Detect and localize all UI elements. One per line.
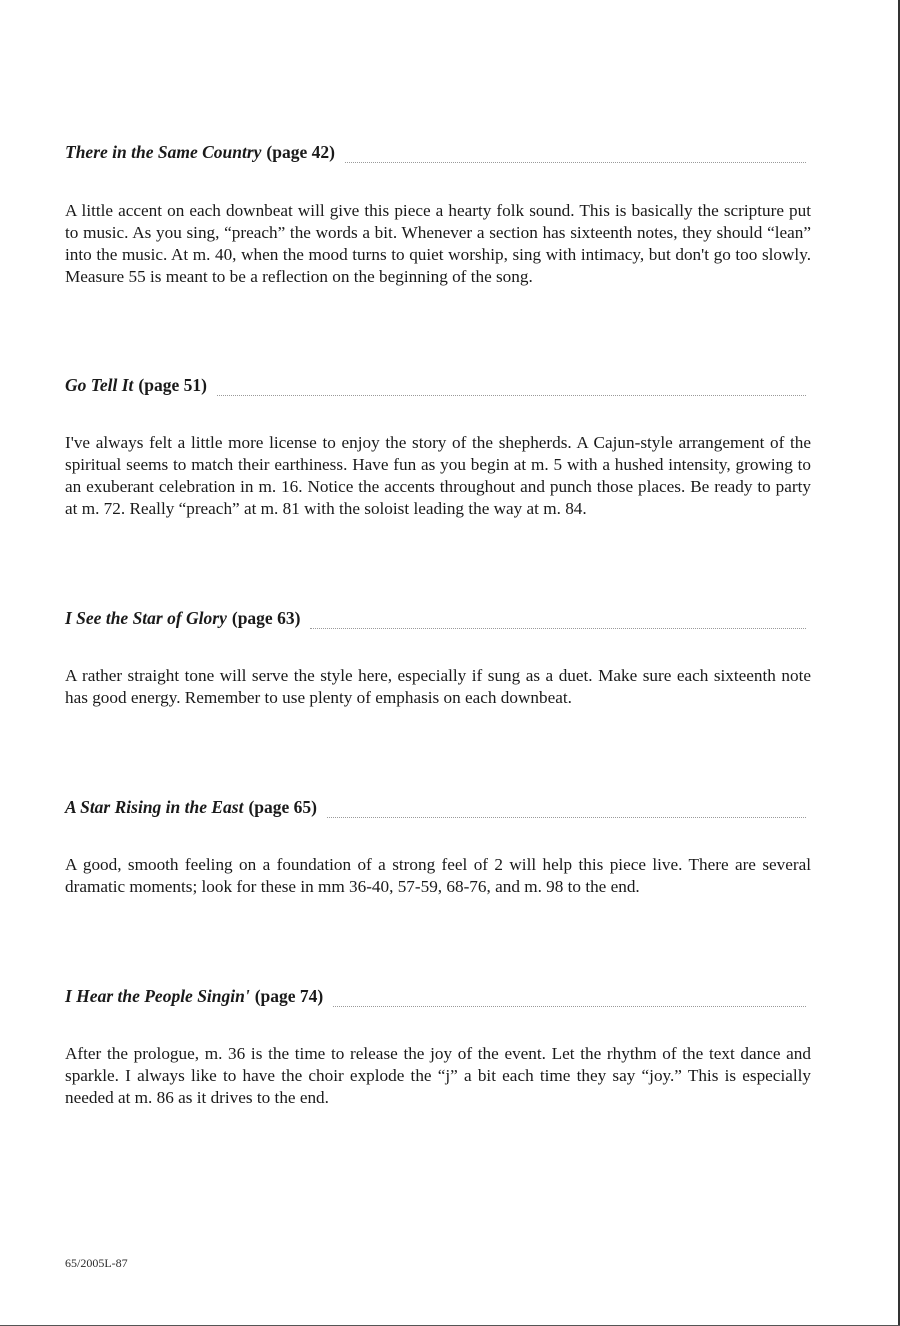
section-there-in-the-same-country (65, 142, 811, 288)
song-title: Go Tell It (65, 375, 134, 395)
dotted-leader (327, 816, 806, 818)
section-heading (65, 608, 811, 632)
dotted-leader (310, 627, 806, 629)
section-body: I've always felt a little more license to enjoy the story of the shepherds. A Cajun-style arrangement of the spiritual seems to match their earthiness. Have fun as you begin at m. 5 with a hushed intensity, growing to an exuberant celebration in m. 16. Notice the accents throughout and punch those places. Be ready to party at m. 72. Really “preach” at m. 81 with the soloist leading the way at m. 84. (65, 433, 811, 518)
dotted-leader (345, 161, 806, 163)
section-body: A little accent on each downbeat will give this piece a hearty folk sound. This is basically the scripture put to music. As you sing, “preach” the words a bit. Whenever a section has sixteenth notes, they should “lean” into the music. At m. 40, when the mood turns to quiet worship, sing with intimacy, but don't go too slowly. Measure 55 is meant to be a reflection on the beginning of the song. (65, 201, 811, 286)
section-i-hear-the-people-singin (65, 986, 811, 1109)
dotted-leader (333, 1005, 806, 1007)
page-reference: (page 65) (248, 797, 318, 817)
section-body: After the prologue, m. 36 is the time to release the joy of the event. Let the rhythm of the text dance and sparkle. I always like to have the choir explode the “j” a bit each time they say “joy.” This is especially needed at m. 86 as it drives to the end. (65, 1044, 811, 1107)
page-reference: (page 51) (138, 375, 207, 395)
section-heading (65, 375, 811, 399)
section-a-star-rising-in-the-east (65, 797, 811, 898)
page-reference: (page 74) (254, 986, 324, 1006)
section-i-see-the-star-of-glory (65, 608, 811, 709)
footer-code: 65/2005L-87 (65, 1256, 128, 1270)
page-reference: (page 63) (231, 608, 301, 628)
song-title: I Hear the People Singin' (65, 986, 250, 1006)
song-title: There in the Same Country (65, 142, 262, 162)
section-body: A rather straight tone will serve the style here, especially if sung as a duet. Make sure each sixteenth note has good energy. Remember to use plenty of emphasis on each downbeat. (65, 666, 811, 707)
section-heading (65, 797, 811, 821)
song-title: I See the Star of Glory (65, 608, 227, 628)
song-title: A Star Rising in the East (65, 797, 244, 817)
section-go-tell-it (65, 375, 811, 520)
page-reference: (page 42) (266, 142, 335, 162)
dotted-leader (217, 394, 806, 396)
section-heading (65, 986, 811, 1010)
section-body: A good, smooth feeling on a foundation of a strong feel of 2 will help this piece live. There are several dramatic moments; look for these in mm 36-40, 57-59, 68-76, and m. 98 to the end. (65, 855, 811, 896)
section-heading (65, 142, 811, 166)
